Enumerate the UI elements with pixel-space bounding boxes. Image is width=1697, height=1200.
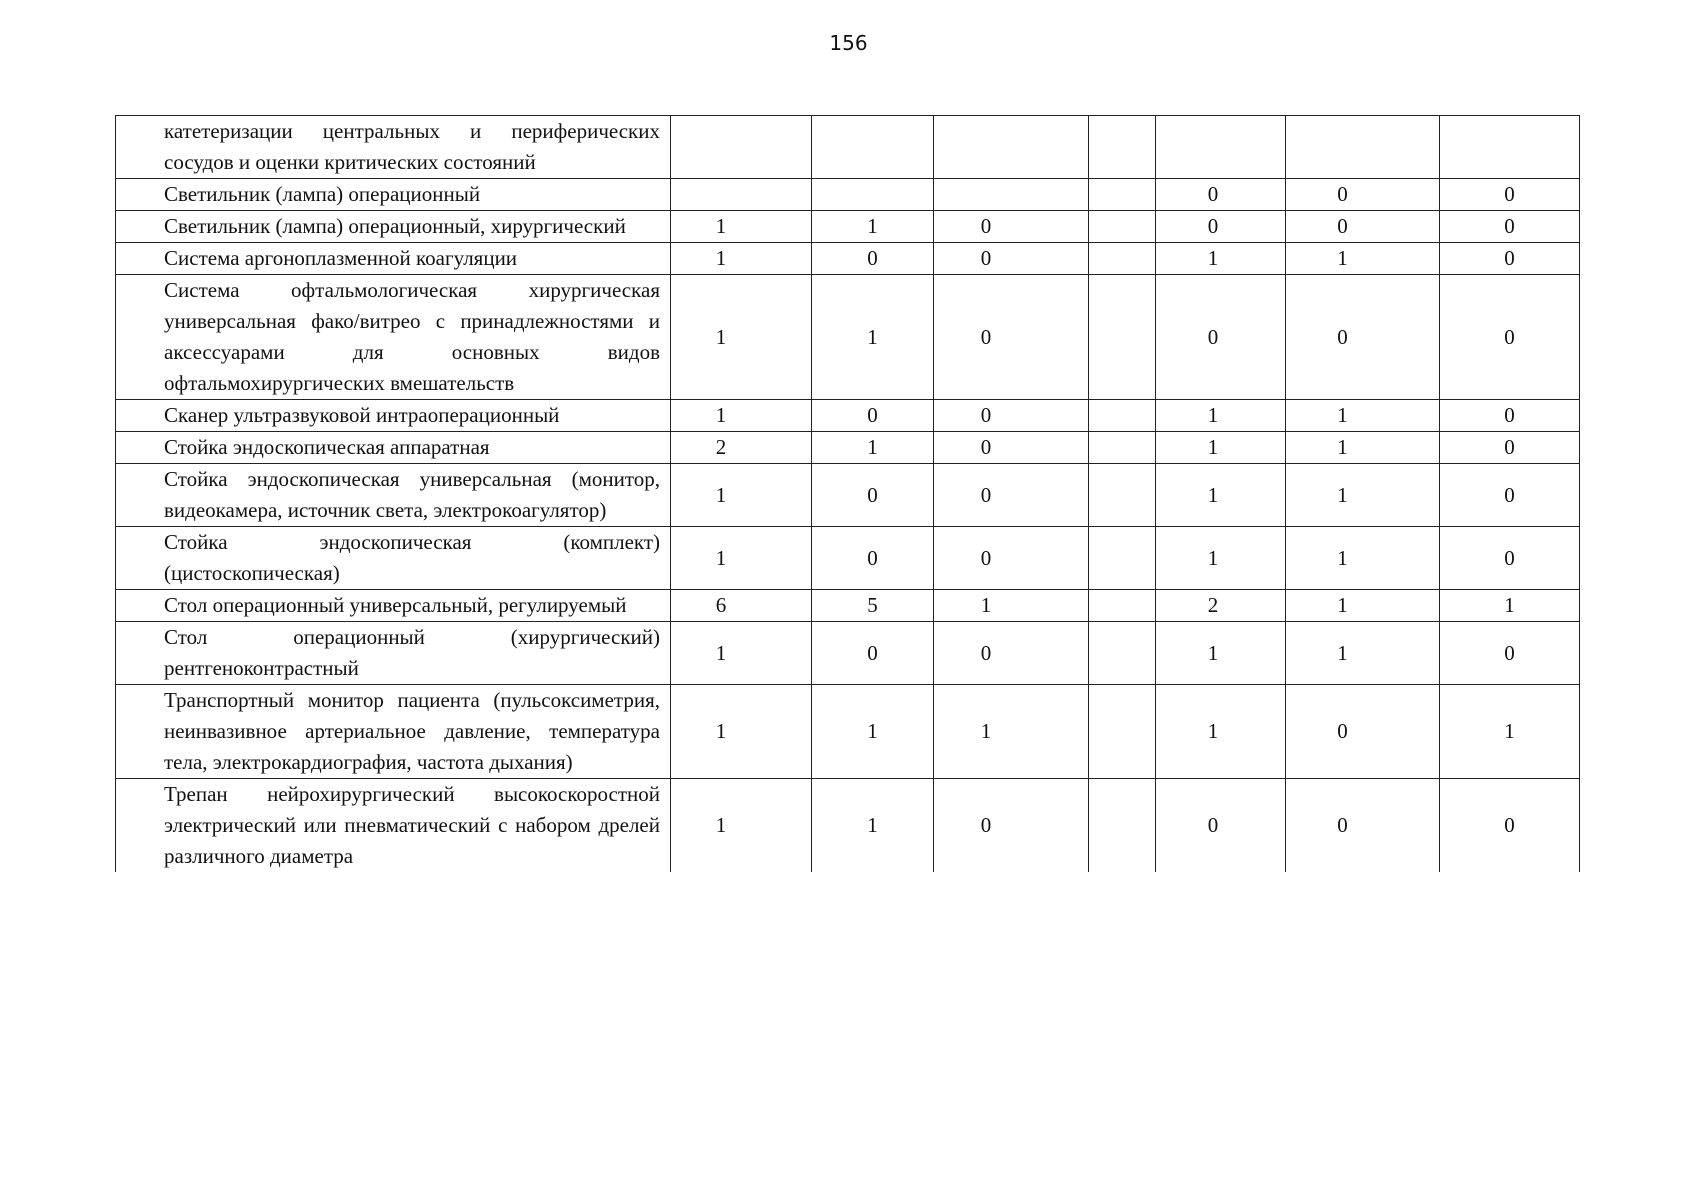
- quantity-cell: [1089, 275, 1156, 400]
- quantity-cell: 2: [671, 432, 812, 464]
- table-row: [116, 275, 1580, 400]
- quantity-cell: [671, 179, 812, 211]
- quantity-cell: 1: [812, 275, 934, 400]
- table-row: [116, 622, 1580, 685]
- quantity-cell: 1: [1286, 432, 1440, 464]
- table-row: [116, 685, 1580, 779]
- quantity-cell: [1089, 590, 1156, 622]
- quantity-cell: 0: [934, 779, 1089, 873]
- quantity-cell: 1: [671, 685, 812, 779]
- quantity-cell: 0: [934, 275, 1089, 400]
- quantity-cell: 0: [1156, 179, 1286, 211]
- quantity-cell: 1: [934, 590, 1089, 622]
- quantity-cell: 0: [1440, 275, 1580, 400]
- quantity-cell: [671, 116, 812, 179]
- equipment-name-cell: Трепан нейрохирургический высокоскоростной электрический или пневматический с набором дрелей различного диаметра: [116, 779, 671, 873]
- quantity-cell: 1: [671, 243, 812, 275]
- quantity-cell: 1: [1286, 527, 1440, 590]
- table-row: [116, 116, 1580, 179]
- table-row: [116, 211, 1580, 243]
- quantity-cell: 1: [1286, 464, 1440, 527]
- quantity-cell: [934, 179, 1089, 211]
- quantity-cell: 1: [1286, 622, 1440, 685]
- quantity-cell: 1: [671, 622, 812, 685]
- quantity-cell: 1: [671, 527, 812, 590]
- quantity-cell: 0: [934, 211, 1089, 243]
- equipment-name-cell: Стол операционный универсальный, регулируемый: [116, 590, 671, 622]
- quantity-cell: 1: [1156, 622, 1286, 685]
- quantity-cell: 0: [1440, 779, 1580, 873]
- quantity-cell: 1: [1156, 527, 1286, 590]
- table-row: [116, 779, 1580, 873]
- table-row: [116, 527, 1580, 590]
- page-number: 156: [829, 31, 868, 55]
- quantity-cell: 0: [1286, 685, 1440, 779]
- quantity-cell: [1156, 116, 1286, 179]
- quantity-cell: 0: [1440, 432, 1580, 464]
- quantity-cell: [934, 116, 1089, 179]
- equipment-name-cell: Система аргоноплазменной коагуляции: [116, 243, 671, 275]
- quantity-cell: 6: [671, 590, 812, 622]
- equipment-name-cell: Светильник (лампа) операционный, хирургический: [116, 211, 671, 243]
- quantity-cell: 1: [934, 685, 1089, 779]
- quantity-cell: 0: [812, 527, 934, 590]
- quantity-cell: 1: [671, 275, 812, 400]
- equipment-table-body: [116, 116, 1580, 873]
- quantity-cell: 1: [812, 211, 934, 243]
- quantity-cell: [812, 116, 934, 179]
- quantity-cell: 0: [934, 527, 1089, 590]
- quantity-cell: 0: [934, 432, 1089, 464]
- quantity-cell: [1286, 116, 1440, 179]
- table-row: [116, 243, 1580, 275]
- quantity-cell: 0: [812, 464, 934, 527]
- quantity-cell: 1: [1286, 243, 1440, 275]
- quantity-cell: 0: [1286, 211, 1440, 243]
- quantity-cell: 0: [1440, 622, 1580, 685]
- quantity-cell: [1089, 685, 1156, 779]
- quantity-cell: 0: [934, 400, 1089, 432]
- quantity-cell: 0: [1156, 211, 1286, 243]
- quantity-cell: 0: [1286, 779, 1440, 873]
- table-row: [116, 179, 1580, 211]
- quantity-cell: 1: [1286, 590, 1440, 622]
- quantity-cell: 1: [671, 211, 812, 243]
- quantity-cell: 1: [1440, 590, 1580, 622]
- table-row: [116, 590, 1580, 622]
- quantity-cell: 5: [812, 590, 934, 622]
- quantity-cell: 1: [1156, 685, 1286, 779]
- quantity-cell: 1: [812, 432, 934, 464]
- quantity-cell: 0: [934, 464, 1089, 527]
- quantity-cell: [1089, 179, 1156, 211]
- equipment-name-cell: Стойка эндоскопическая аппаратная: [116, 432, 671, 464]
- quantity-cell: [1089, 527, 1156, 590]
- quantity-cell: 1: [1286, 400, 1440, 432]
- quantity-cell: 0: [1156, 275, 1286, 400]
- quantity-cell: 0: [812, 622, 934, 685]
- quantity-cell: 0: [1286, 179, 1440, 211]
- quantity-cell: 0: [1286, 275, 1440, 400]
- equipment-name-cell: Стойка эндоскопическая универсальная (монитор, видеокамера, источник света, электрокоагулятор): [116, 464, 671, 527]
- quantity-cell: 1: [812, 779, 934, 873]
- equipment-table: [115, 115, 1580, 872]
- quantity-cell: 0: [812, 400, 934, 432]
- quantity-cell: [1440, 116, 1580, 179]
- quantity-cell: [1089, 779, 1156, 873]
- quantity-cell: 0: [934, 243, 1089, 275]
- table-row: [116, 432, 1580, 464]
- quantity-cell: 0: [1440, 464, 1580, 527]
- equipment-name-cell: Стойка эндоскопическая (комплект)(цистоскопическая): [116, 527, 671, 590]
- quantity-cell: [1089, 400, 1156, 432]
- quantity-cell: 1: [1156, 432, 1286, 464]
- quantity-cell: 1: [671, 779, 812, 873]
- quantity-cell: 0: [1440, 400, 1580, 432]
- equipment-name-cell: Стол операционный (хирургический) рентгеноконтрастный: [116, 622, 671, 685]
- quantity-cell: [1089, 211, 1156, 243]
- quantity-cell: 1: [1156, 464, 1286, 527]
- quantity-cell: 0: [1440, 527, 1580, 590]
- quantity-cell: 0: [934, 622, 1089, 685]
- quantity-cell: 0: [812, 243, 934, 275]
- quantity-cell: 0: [1156, 779, 1286, 873]
- equipment-name-cell: Сканер ультразвуковой интраоперационный: [116, 400, 671, 432]
- quantity-cell: [1089, 243, 1156, 275]
- quantity-cell: [1089, 432, 1156, 464]
- equipment-name-cell: катетеризации центральных и периферических сосудов и оценки критических состояний: [116, 116, 671, 179]
- quantity-cell: [1089, 464, 1156, 527]
- quantity-cell: 0: [1440, 179, 1580, 211]
- quantity-cell: 1: [812, 685, 934, 779]
- quantity-cell: 1: [671, 464, 812, 527]
- quantity-cell: [1089, 622, 1156, 685]
- quantity-cell: 0: [1440, 243, 1580, 275]
- quantity-cell: 0: [1440, 211, 1580, 243]
- quantity-cell: [1089, 116, 1156, 179]
- table-row: [116, 400, 1580, 432]
- quantity-cell: 1: [1440, 685, 1580, 779]
- quantity-cell: 1: [671, 400, 812, 432]
- equipment-name-cell: Транспортный монитор пациента (пульсоксиметрия, неинвазивное артериальное давление, температура тела, электрокардиография, частота дыхания): [116, 685, 671, 779]
- quantity-cell: 1: [1156, 243, 1286, 275]
- equipment-name-cell: Светильник (лампа) операционный: [116, 179, 671, 211]
- equipment-name-cell: Система офтальмологическая хирургическая универсальная фако/витрео с принадлежностями и аксессуарами для основных видов офтальмохирургических вмешательств: [116, 275, 671, 400]
- quantity-cell: [812, 179, 934, 211]
- table-row: [116, 464, 1580, 527]
- quantity-cell: 1: [1156, 400, 1286, 432]
- quantity-cell: 2: [1156, 590, 1286, 622]
